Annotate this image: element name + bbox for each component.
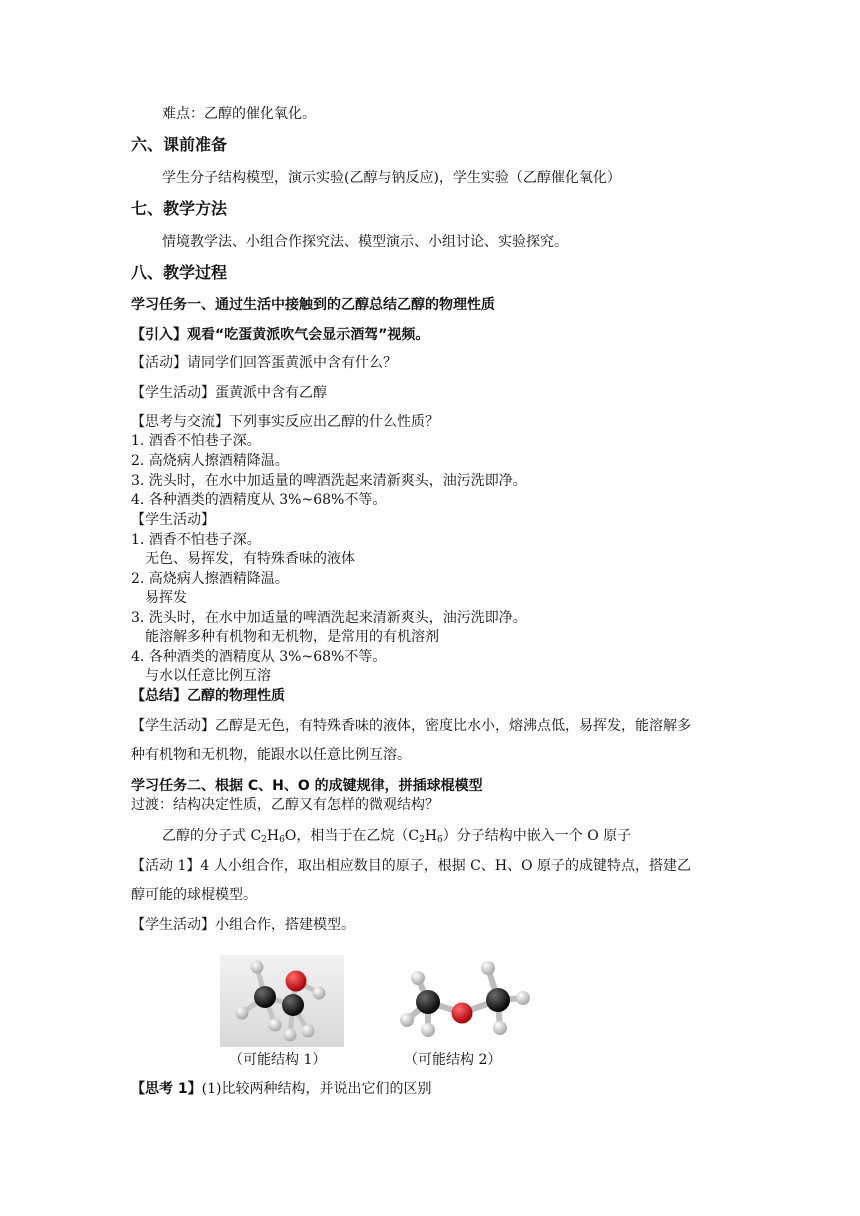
answer-item-3: 3. 洗头时，在水中加适量的啤酒洗起来清新爽头，油污洗即净。 bbox=[131, 610, 527, 626]
answer-detail-3: 能溶解多种有机物和无机物，是常用的有机溶剂 bbox=[145, 629, 439, 645]
thinking-question-1: 【思考 1】(1)比较两种结构，并说出它们的区别 bbox=[131, 1081, 432, 1097]
dimethyl-ether-model-image bbox=[392, 958, 532, 1038]
task-two-title: 学习任务二、根据 C、H、O 的成键规律，拼插球棍模型 bbox=[131, 778, 483, 794]
activity-question: 【活动】请同学们回答蛋黄派中含有什么？ bbox=[131, 355, 397, 371]
transition-text: 过渡：结构决定性质，乙醇又有怎样的微观结构？ bbox=[131, 797, 439, 813]
summary-text-1: 【学生活动】乙醇是无色，有特殊香味的液体，密度比水小，熔沸点低，易挥发，能溶解多 bbox=[131, 718, 691, 734]
figure-caption-1: （可能结构 1） bbox=[229, 1052, 327, 1068]
formula-line: 乙醇的分子式 $C_2H_6O$，相当于在乙烷$(C_2H_6)$分子结构中嵌入一个 O 原子 bbox=[162, 828, 632, 845]
activity-one-text-2: 醇可能的球棍模型。 bbox=[131, 887, 257, 903]
fact-item-3: 3. 洗头时，在水中加适量的啤酒洗起来清新爽头，油污洗即净。 bbox=[131, 473, 527, 489]
figure-caption-2: （可能结构 2） bbox=[404, 1052, 502, 1068]
activity-one-text-1: 【活动 1】4 人小组合作，取出相应数目的原子，根据 C、H、O 原子的成键特点，搭建乙 bbox=[131, 858, 692, 874]
student-answer: 【学生活动】蛋黄派中含有乙醇 bbox=[131, 385, 327, 401]
section-heading-7: 七、教学方法 bbox=[131, 199, 228, 218]
fact-item-1: 1. 酒香不怕巷子深。 bbox=[131, 433, 261, 449]
answer-detail-4: 与水以任意比例互溶 bbox=[145, 668, 271, 684]
student-activity-label: 【学生活动】 bbox=[131, 512, 215, 528]
answer-detail-1: 无色、易挥发，有特殊香味的液体 bbox=[145, 551, 355, 567]
summary-heading: 【总结】乙醇的物理性质 bbox=[131, 688, 285, 704]
method-text: 情境教学法、小组合作探究法、模型演示、小组讨论、实验探究。 bbox=[162, 234, 568, 250]
task-one-title: 学习任务一、通过生活中接触到的乙醇总结乙醇的物理性质 bbox=[131, 297, 495, 313]
answer-item-2: 2. 高烧病人擦酒精降温。 bbox=[131, 571, 289, 587]
fact-item-2: 2. 高烧病人擦酒精降温。 bbox=[131, 453, 289, 469]
answer-item-1: 1. 酒香不怕巷子深。 bbox=[131, 532, 261, 548]
answer-detail-2: 易挥发 bbox=[145, 590, 187, 606]
ethanol-model-image bbox=[220, 955, 344, 1047]
answer-item-4: 4. 各种酒类的酒精度从 3%~68%不等。 bbox=[131, 649, 387, 665]
discussion-prompt: 【思考与交流】下列事实反应出乙醇的什么性质？ bbox=[131, 414, 439, 430]
difficulty-point: 难点：乙醇的催化氧化。 bbox=[162, 106, 316, 122]
section-heading-8: 八、教学过程 bbox=[131, 263, 228, 282]
fact-item-4: 4. 各种酒类的酒精度从 3%~68%不等。 bbox=[131, 492, 387, 508]
summary-text-2: 种有机物和无机物，能跟水以任意比例互溶。 bbox=[131, 747, 411, 763]
build-model-text: 【学生活动】小组合作，搭建模型。 bbox=[131, 917, 355, 933]
section-heading-6: 六、课前准备 bbox=[131, 135, 228, 154]
intro-line: 【引入】观看“吃蛋黄派吹气会显示酒驾”视频。 bbox=[131, 327, 430, 343]
prep-text: 学生分子结构模型，演示实验(乙醇与钠反应)，学生实验（乙醇催化氧化） bbox=[162, 170, 621, 186]
